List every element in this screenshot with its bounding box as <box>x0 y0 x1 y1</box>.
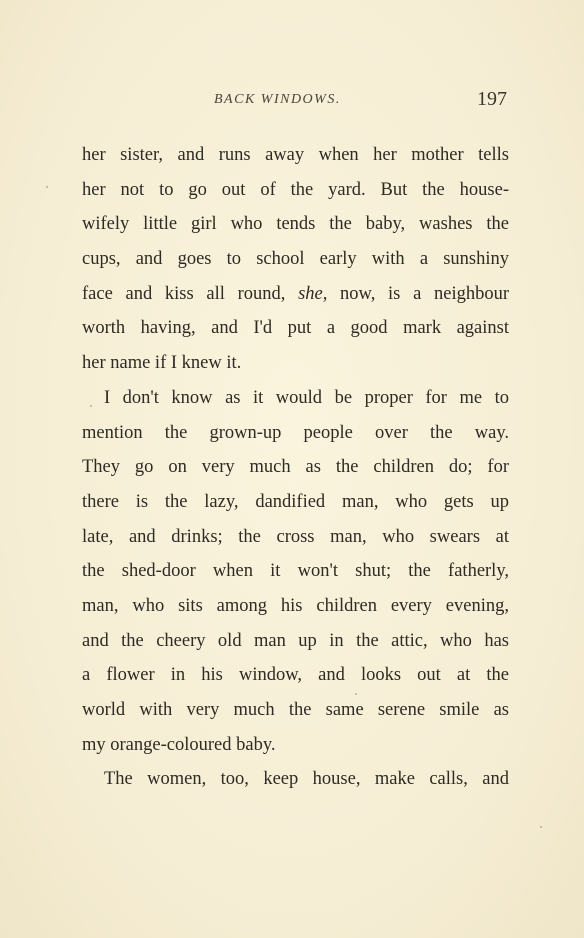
paragraph-end-line: my orange-coloured baby. <box>82 734 276 755</box>
text-line: cups, and goes to school early with a sunshiny <box>82 249 509 270</box>
text-line: man, who sits among his children every evening, <box>82 595 509 616</box>
paragraph-start-line: I don't know as it would be proper for me to <box>104 387 509 408</box>
text-line: They go on very much as the children do; for <box>82 457 509 478</box>
paragraph-start-line: The women, too, keep house, make calls, and <box>104 769 509 790</box>
text-line: a flower in his window, and looks out at the <box>82 665 509 686</box>
text-line: face and kiss all round, she, now, is a neighbour <box>82 283 509 304</box>
page-number: 197 <box>477 88 507 110</box>
paper-speck <box>46 186 48 188</box>
text-line: and the cheery old man up in the attic, who has <box>82 630 509 651</box>
paragraph-end-line: her name if I knew it. <box>82 353 242 374</box>
text-line: mention the grown-up people over the way. <box>82 422 509 443</box>
paper-speck <box>540 826 542 828</box>
text-line: late, and drinks; the cross man, who swears at <box>82 526 509 547</box>
text-line: the shed-door when it won't shut; the fatherly, <box>82 561 509 582</box>
text-line: world with very much the same serene smile as <box>82 700 509 720</box>
running-head <box>0 88 584 116</box>
text-line: her not to go out of the yard. But the house- <box>82 179 509 200</box>
text-line: wifely little girl who tends the baby, washes the <box>82 214 509 235</box>
text-line: her sister, and runs away when her mother tells <box>82 145 509 165</box>
paper-speck <box>355 693 357 695</box>
text-line: worth having, and I'd put a good mark against <box>82 318 509 339</box>
text-line: there is the lazy, dandified man, who gets up <box>82 491 509 512</box>
running-title: BACK WINDOWS. <box>214 92 341 107</box>
paper-speck <box>90 405 92 407</box>
body-text <box>82 138 509 797</box>
